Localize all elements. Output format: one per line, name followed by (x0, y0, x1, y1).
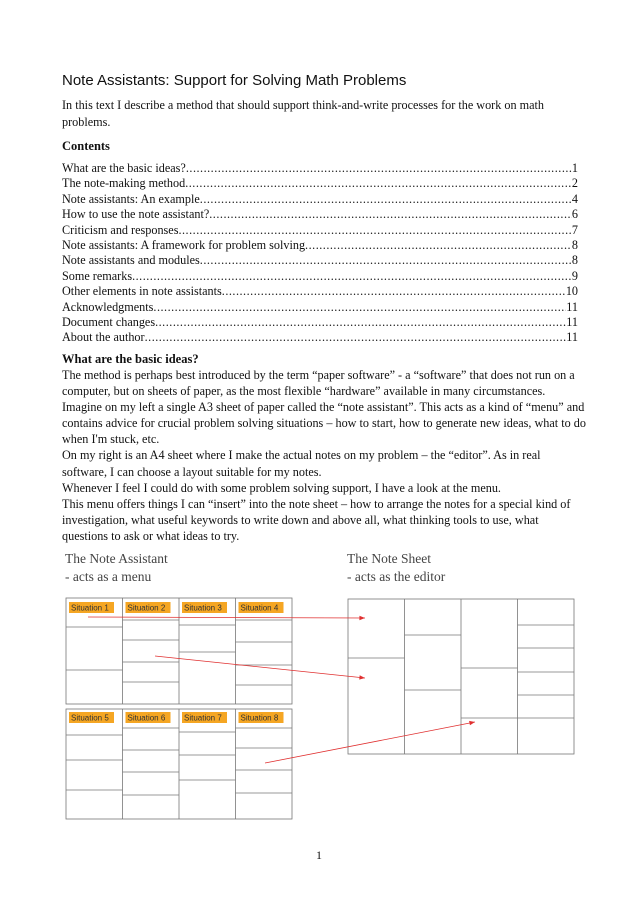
toc-entry-page: 2 (571, 176, 578, 191)
insert-arrow-head (359, 616, 365, 620)
body-paragraph: This menu offers things I can “insert” into the note sheet – how to arrange the notes for a special kind of investigation, what useful keywords to write down and above all, what thinking tools to use, what questions to ask or what ideas to try. (62, 496, 571, 543)
toc-leader-dots (186, 161, 572, 176)
toc-entry-page: 11 (566, 330, 578, 345)
toc-entry[interactable] (62, 238, 578, 253)
assistant-subtitle: - acts as a menu (65, 569, 152, 584)
toc-entry-page: 11 (566, 314, 578, 329)
toc-entry-title: About the author (62, 330, 145, 345)
toc-leader-dots (132, 269, 572, 284)
body-paragraph: Imagine on my left a single A3 sheet of paper called the “note assistant”. This acts as a kind of “menu” and contains advice for crucial problem solving situations – how to start, how to generate new ideas, what to do when I'm stuck, etc. (62, 400, 586, 447)
toc-entry-page: 11 (566, 299, 578, 314)
sheet-title: The Note Sheet (347, 551, 431, 566)
body-paragraph: On my right is an A4 sheet where I make the actual notes on my problem – the “editor”. As in real software, I can choose a layout suitable for my notes. (62, 448, 541, 479)
intro-paragraph: In this text I describe a method that should support think-and-write processes for the work on math problems. (62, 98, 544, 129)
contents-heading: Contents (62, 139, 110, 153)
situation-label-text: Situation 1 (71, 603, 109, 613)
table-of-contents (62, 161, 578, 346)
situation-label (239, 602, 284, 613)
toc-leader-dots (305, 238, 572, 253)
toc-entry[interactable] (62, 176, 578, 191)
toc-entry-page: 8 (571, 253, 578, 268)
situation-label-text: Situation 6 (127, 713, 166, 723)
toc-leader-dots (185, 176, 572, 191)
toc-leader-dots (178, 223, 571, 238)
toc-leader-dots (200, 253, 572, 268)
situation-label (239, 712, 284, 723)
toc-entry-title: Note assistants and modules (62, 253, 200, 268)
toc-entry-title: Criticism and responses (62, 222, 179, 237)
situation-label-text: Situation 5 (71, 713, 109, 723)
toc-entry-title: Some remarks (62, 268, 133, 283)
insert-arrow-head (359, 675, 365, 679)
situation-label (69, 712, 114, 723)
toc-entry-page: 10 (565, 284, 578, 299)
toc-entry[interactable] (62, 207, 578, 222)
toc-entry[interactable] (62, 192, 578, 207)
toc-leader-dots (145, 330, 567, 345)
toc-entry[interactable] (62, 269, 578, 284)
toc-entry[interactable] (62, 253, 578, 268)
situation-label-text: Situation 8 (240, 713, 279, 723)
note-assistant-figure (60, 550, 580, 825)
toc-entry[interactable] (62, 300, 578, 315)
situation-label-text: Situation 7 (184, 713, 222, 723)
toc-entry-page: 1 (571, 161, 578, 175)
assistant-title: The Note Assistant (65, 551, 168, 566)
toc-leader-dots (155, 315, 566, 330)
toc-entry[interactable] (62, 315, 578, 330)
figure-diagram (60, 550, 580, 825)
insert-arrow (88, 617, 365, 618)
document-title: Note Assistants: Support for Solving Math Problems (62, 72, 407, 89)
situation-label (126, 712, 171, 723)
insert-arrow (155, 656, 365, 678)
toc-entry-title: Other elements in note assistants (62, 284, 222, 299)
toc-entry-page: 9 (571, 268, 578, 283)
toc-leader-dots (153, 300, 566, 315)
situation-label (126, 602, 171, 613)
page-number: 1 (316, 848, 322, 862)
toc-entry[interactable] (62, 223, 578, 238)
insert-arrow-head (469, 721, 475, 725)
toc-leader-dots (200, 192, 572, 207)
body-paragraph: The method is perhaps best introduced by the term “paper software” - a “software” that does not run on a computer, but on sheets of paper, as the most flexible “hardware” available in many circumstances. (62, 368, 575, 399)
section-body (62, 367, 587, 544)
section-heading: What are the basic ideas? (62, 352, 199, 366)
insert-arrow (265, 722, 475, 763)
situation-label-text: Situation 4 (240, 603, 279, 613)
toc-entry-title: Acknowledgments (62, 299, 154, 314)
toc-entry-title: Note assistants: A framework for problem solving (62, 237, 306, 252)
toc-leader-dots (222, 284, 566, 299)
situation-label (69, 602, 114, 613)
toc-entry-title: What are the basic ideas? (62, 161, 186, 175)
toc-entry-page: 8 (571, 237, 578, 252)
toc-entry[interactable] (62, 330, 578, 345)
toc-entry[interactable] (62, 284, 578, 299)
toc-entry-title: Document changes (62, 314, 156, 329)
situation-label (182, 602, 227, 613)
toc-entry-page: 4 (571, 191, 578, 206)
toc-entry[interactable] (62, 161, 578, 176)
toc-entry-title: Note assistants: An example (62, 191, 200, 206)
toc-entry-page: 6 (571, 207, 578, 222)
situation-label-text: Situation 2 (127, 603, 166, 613)
situation-label-text: Situation 3 (184, 603, 222, 613)
toc-entry-title: How to use the note assistant? (62, 207, 210, 222)
toc-entry-title: The note-making method (62, 176, 186, 191)
body-paragraph: Whenever I feel I could do with some problem solving support, I have a look at the menu. (62, 480, 501, 495)
toc-entry-page: 7 (571, 222, 578, 237)
toc-leader-dots (209, 207, 572, 222)
sheet-subtitle: - acts as the editor (347, 569, 446, 584)
situation-label (182, 712, 227, 723)
